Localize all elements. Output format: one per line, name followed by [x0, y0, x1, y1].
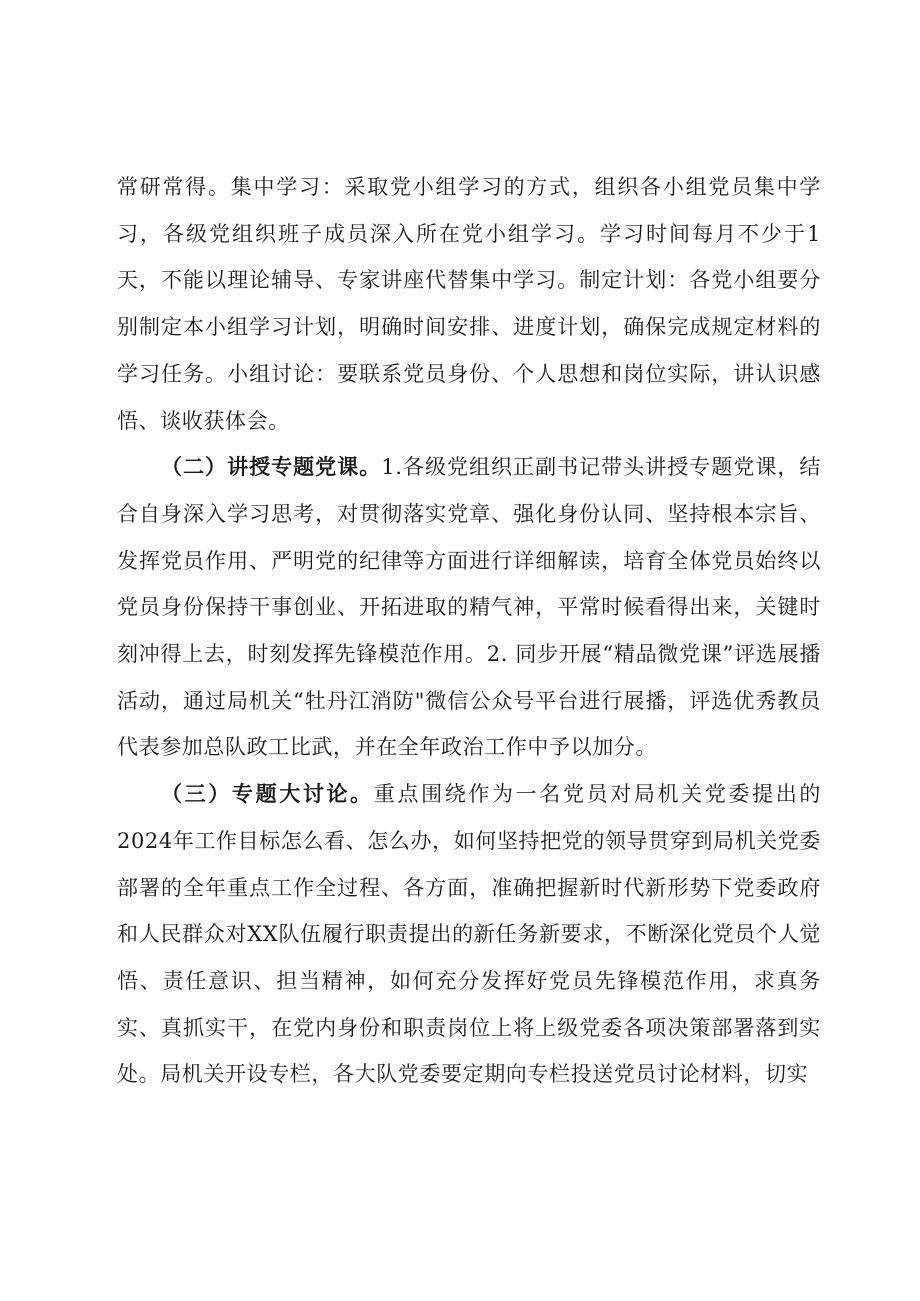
section-heading: （三）专题大讨论。: [161, 782, 374, 807]
paragraph-text: 重点围绕作为一名党员对局机关党委提出的2024年工作目标怎么看、怎么办，如何坚持把党的领导贯穿到局机关党委部署的全年重点工作全过程、各方面，准确把握新时代新形势下党委政府和人民群众对XX队伍履行职责提出的新任务新要求，不断深化党员个人觉悟、责任意识、担当精神，如何充分发挥好党员先锋模范作用，求真务实、真抓实干，在党内身份和职责岗位上将上级党委各项决策部署落到实处。局机关开设专栏，各大队党委要定期向专栏投送党员讨论材料，切实: [117, 782, 821, 1087]
section-heading: （二）讲授专题党课。: [161, 455, 382, 480]
paragraph-section-two: [117, 444, 821, 771]
paragraph-text: 1.各级党组织正副书记带头讲授专题党课，结合自身深入学习思考，对贯彻落实党章、强化身份认同、坚持根本宗旨、发挥党员作用、严明党的纪律等方面进行详细解读，培育全体党员始终以党员身份保持干事创业、开拓进取的精气神，平常时候看得出来，关键时刻冲得上去，时刻发挥先锋模范作用。2. 同步开展“精品微党课”评选展播活动，通过局机关“牡丹江消防"微信公众号平台进行展播，评选优秀教员代表参加总队政工比武，并在全年政治工作中予以加分。: [117, 455, 821, 760]
document-body: [117, 164, 821, 1098]
paragraph-text: 常研常得。集中学习：采取党小组学习的方式，组织各小组党员集中学习，各级党组织班子成员深入所在党小组学习。学习时间每月不少于1天，不能以理论辅导、专家讲座代替集中学习。制定计划：各党小组要分别制定本小组学习计划，明确时间安排、进度计划，确保完成规定材料的学习任务。小组讨论：要联系党员身份、个人思想和岗位实际，讲认识感悟、谈收获体会。: [117, 175, 821, 433]
paragraph-continuation: [117, 164, 821, 444]
paragraph-section-three: [117, 771, 821, 1098]
